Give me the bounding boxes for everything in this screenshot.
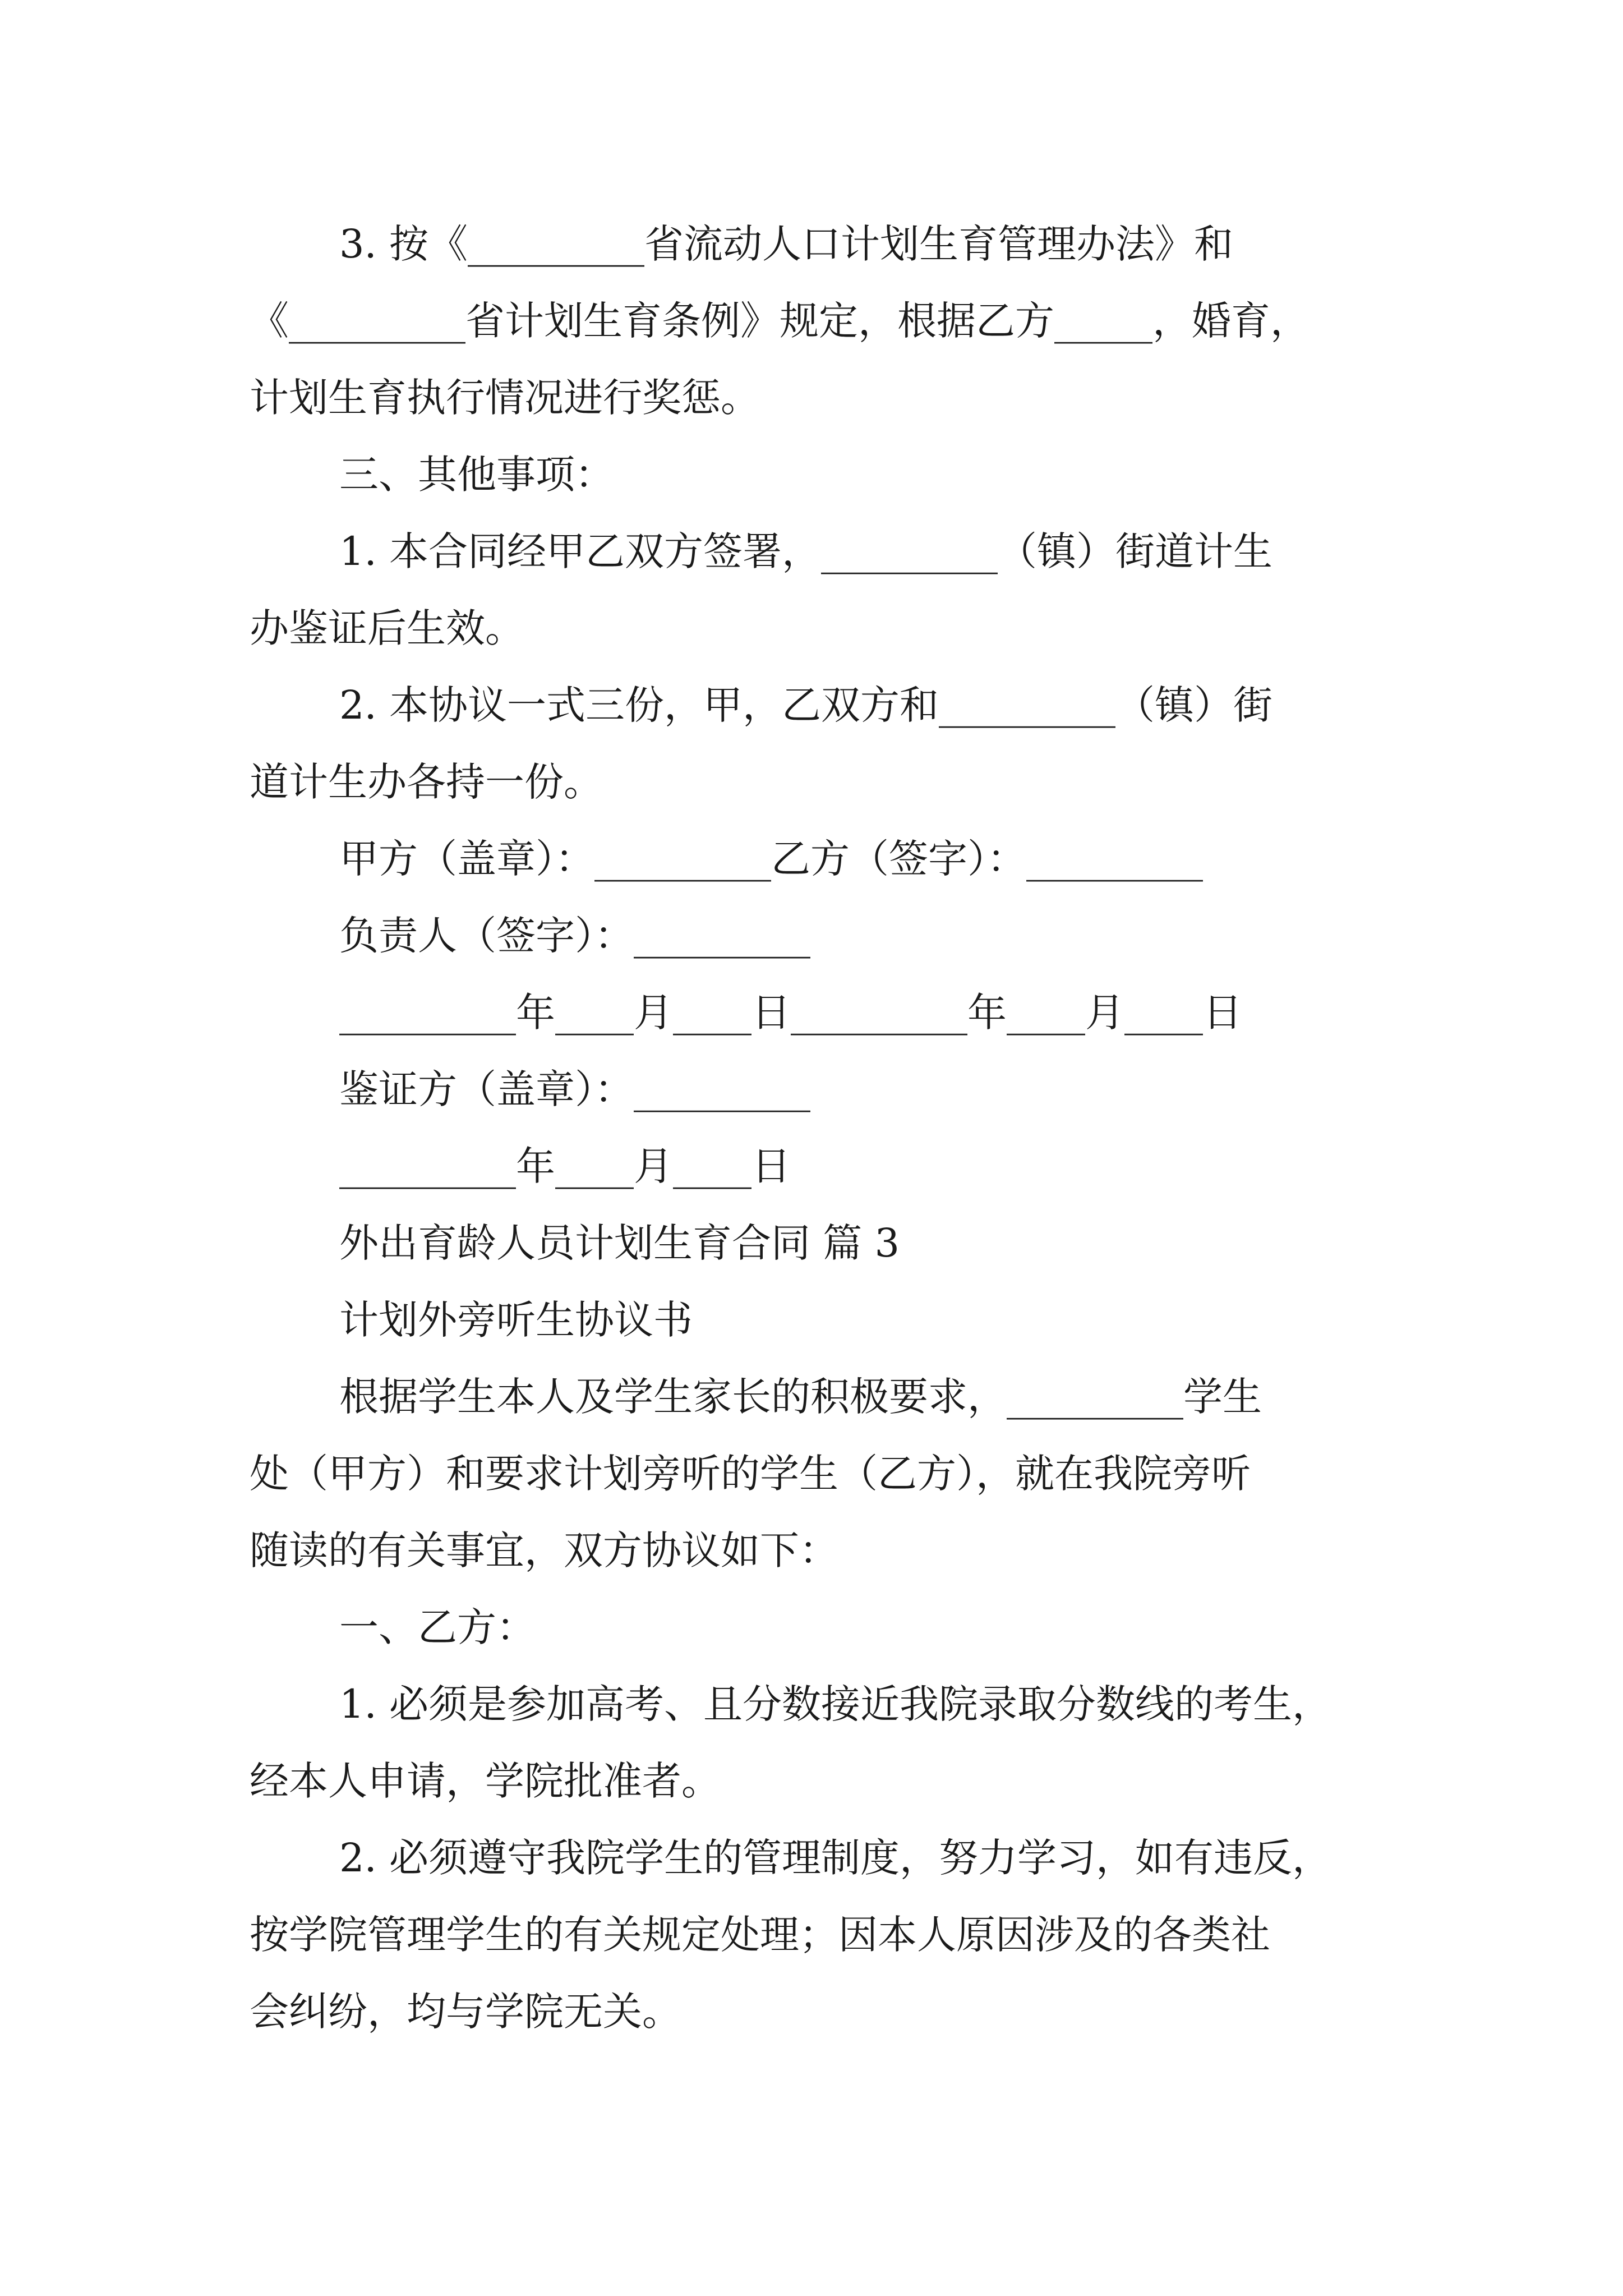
text-line: 3. 按《_________省流动人口计划生育管理办法》和 — [339, 221, 1234, 267]
text-line: 1. 必须是参加高考、且分数接近我院录取分数线的考生， — [339, 1681, 1332, 1727]
text-line: 道计生办各持一份。 — [250, 759, 603, 805]
signature-line: 负责人（签字）：_________ — [339, 913, 810, 959]
text-line: 按学院管理学生的有关规定处理；因本人原因涉及的各类社 — [250, 1912, 1270, 1958]
date-line: _________年____月____日_________年____月____日 — [339, 990, 1242, 1036]
text-line: 2. 必须遵守我院学生的管理制度，努力学习，如有违反， — [339, 1835, 1332, 1881]
text-line: 《_________省计划生育条例》规定，根据乙方_____，婚育， — [250, 298, 1310, 344]
document-title: 计划外旁听生协议书 — [339, 1297, 693, 1343]
signature-line: 鉴证方（盖章）：_________ — [339, 1066, 810, 1112]
signature-line: 甲方（盖章）：_________乙方（签字）：_________ — [339, 836, 1203, 882]
text-line: 根据学生本人及学生家长的积极要求，_________学生 — [339, 1374, 1262, 1420]
text-line: 办鉴证后生效。 — [250, 605, 524, 651]
section-heading: 三、其他事项： — [339, 452, 614, 498]
section-heading: 一、乙方： — [339, 1604, 536, 1650]
text-line: 经本人申请，学院批准者。 — [250, 1758, 721, 1804]
date-line: _________年____月____日 — [339, 1143, 791, 1189]
text-line: 计划生育执行情况进行奖惩。 — [250, 375, 760, 421]
section-title: 外出育龄人员计划生育合同 篇 3 — [339, 1220, 900, 1266]
text-line: 2. 本协议一式三份，甲，乙双方和_________（镇）街 — [339, 682, 1273, 728]
text-line: 随读的有关事宜，双方协议如下： — [250, 1527, 838, 1573]
text-line: 会纠纷，均与学院无关。 — [250, 1989, 681, 2035]
text-line: 处（甲方）和要求计划旁听的学生（乙方），就在我院旁听 — [250, 1451, 1251, 1497]
text-line: 1. 本合同经甲乙双方签署，_________（镇）街道计生 — [339, 528, 1273, 574]
